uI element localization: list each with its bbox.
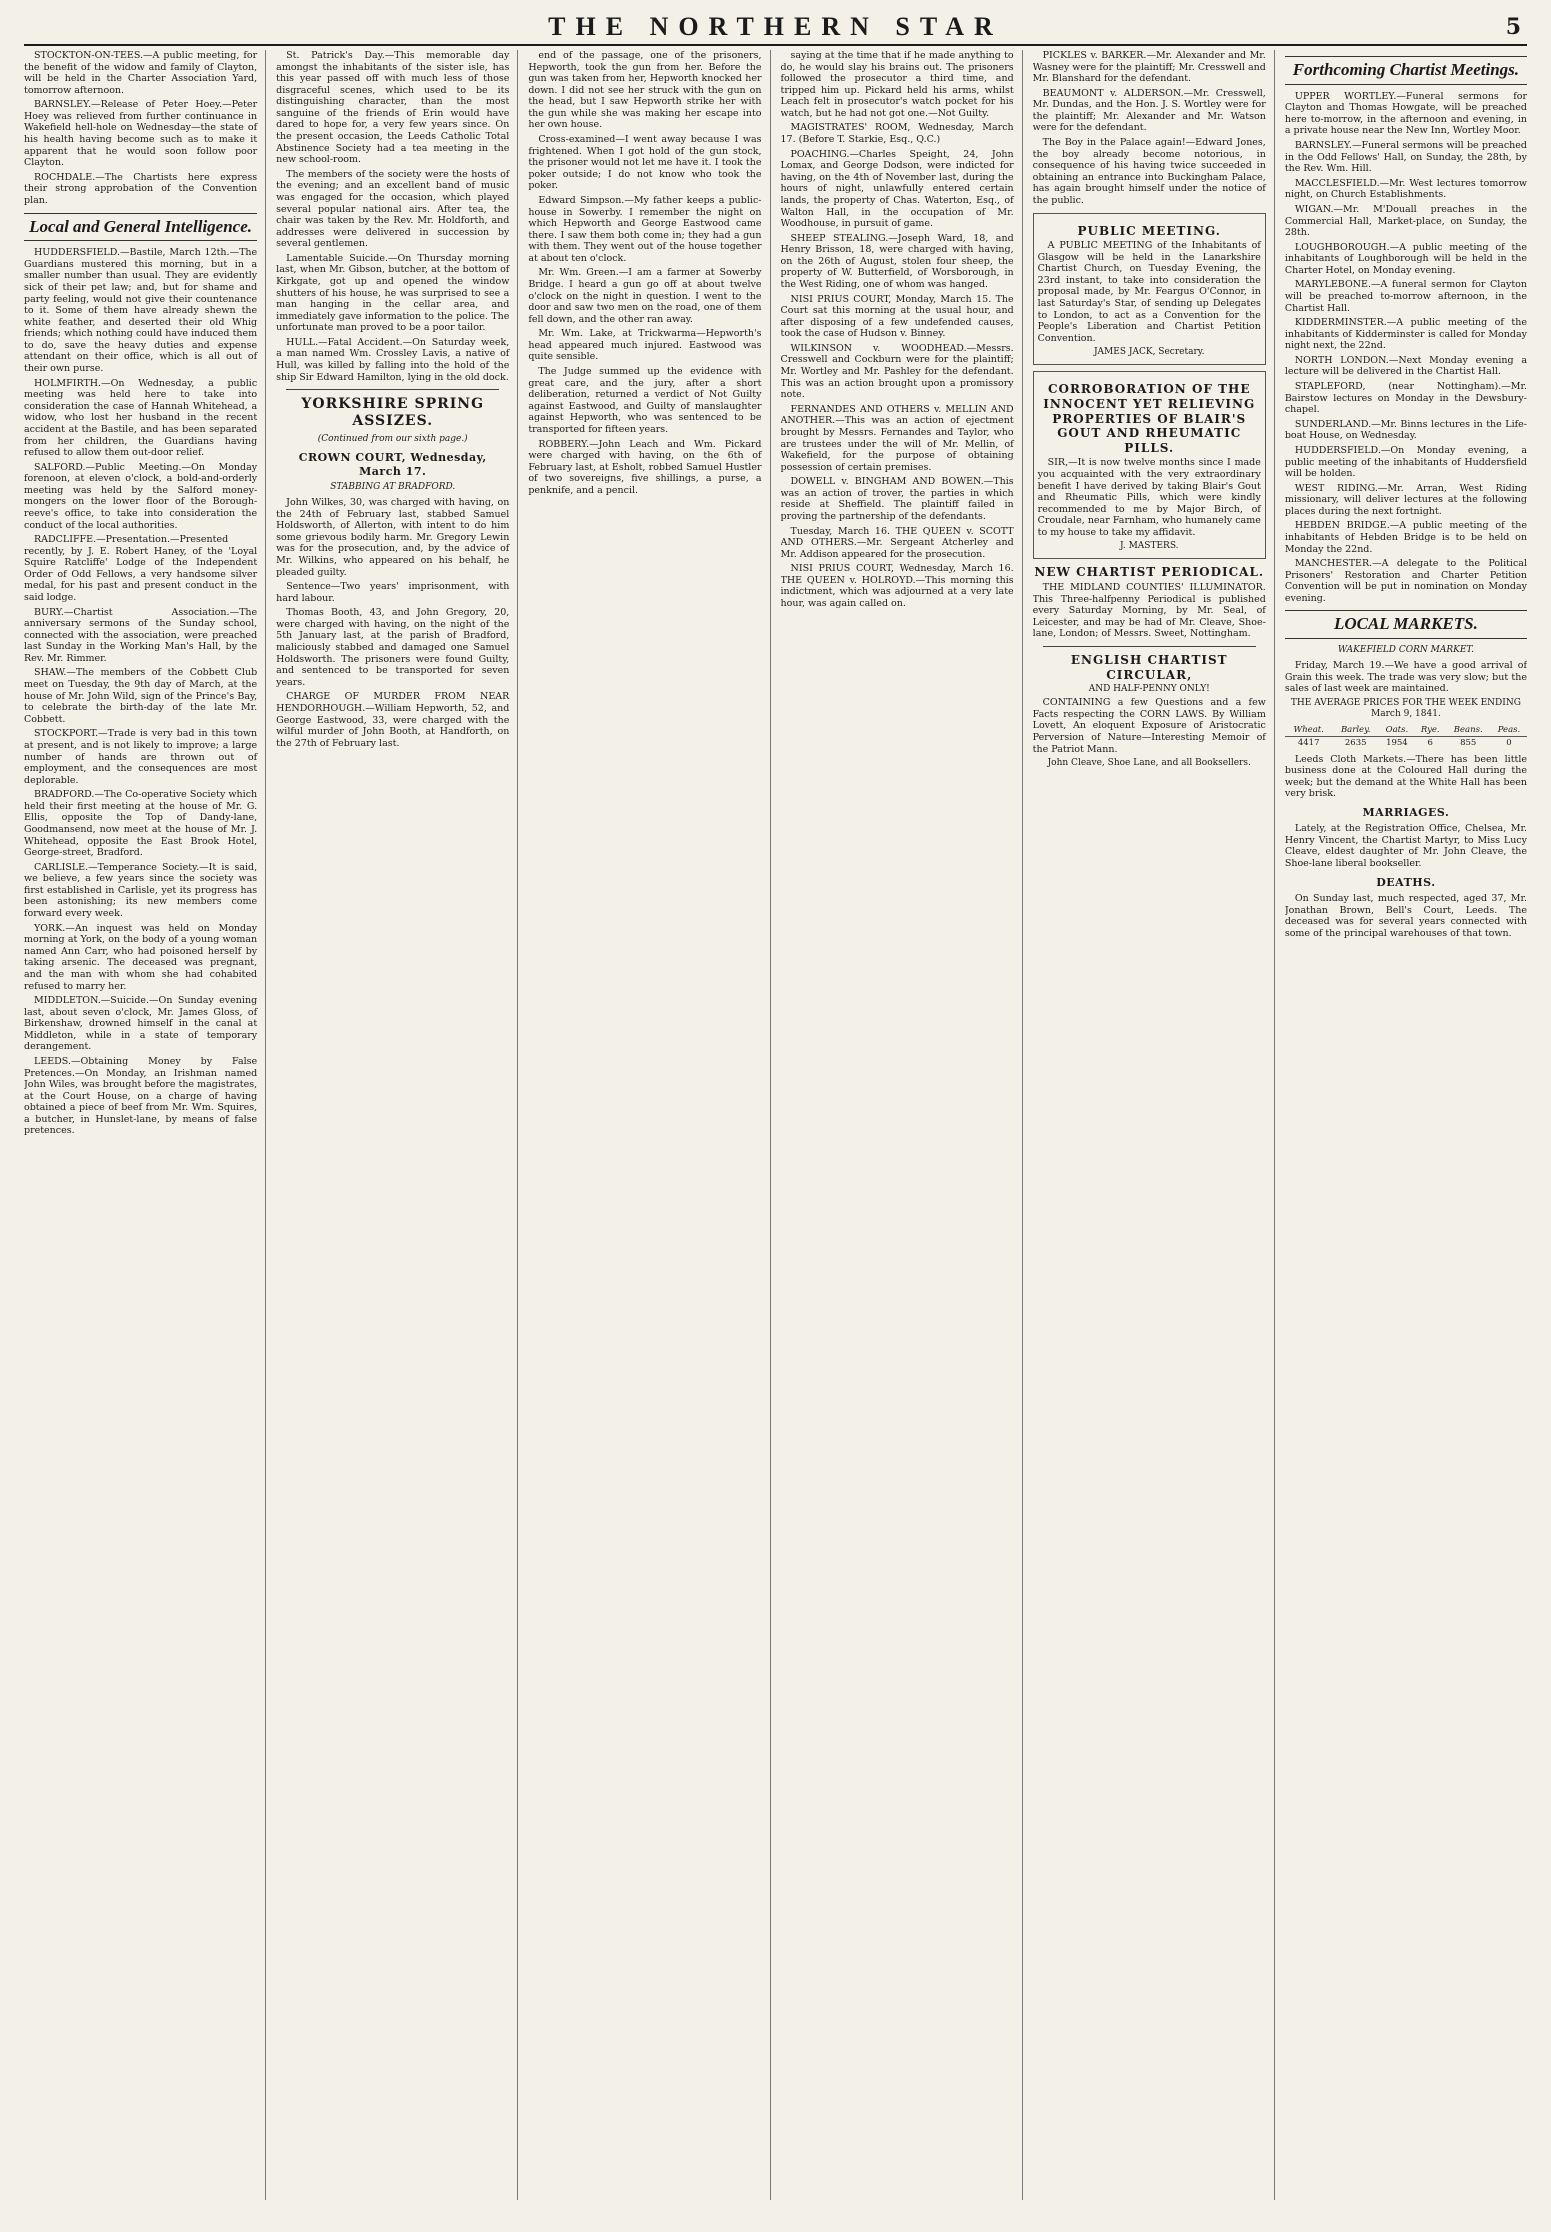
- pills-ad-heading: CORROBORATION OF THE INNOCENT YET RELIEVING PROPERTIES OF BLAIR'S GOUT AND RHEUMATIC PILLS.: [1043, 382, 1256, 455]
- article-paragraph: Tuesday, March 16. THE QUEEN v. SCOTT AND OTHERS.—Mr. Sergeant Atcherley and Mr. Addison appeared for the prosecution.: [780, 525, 1014, 560]
- periodical-heading: NEW CHARTIST PERIODICAL.: [1034, 565, 1265, 580]
- court-paragraph: John Wilkes, 30, was charged with having, on the 24th of February last, stabbed Samuel Holdsworth, of Allerton, with intent to do him some grievous bodily harm. Mr. Gregory Lewin was for the prosecution, and, by the advice of Mr. Wilkins, who appeared on his behalf, he pleaded guilty.: [276, 497, 510, 578]
- column-4: [781, 50, 1023, 2200]
- meeting-item: HEBDEN BRIDGE.—A public meeting of the inhabitants of Hebden Bridge is to be held on Monday the 22nd.: [1284, 520, 1527, 555]
- notice: STOCKTON-ON-TEES.—A public meeting, for the benefit of the widow and family of Clayton, will be held in the Charter Association Yard, tomorrow afternoon.: [24, 50, 258, 96]
- page-number: 5: [1505, 14, 1521, 40]
- price-table: [1285, 724, 1527, 750]
- article-paragraph: FERNANDES AND OTHERS v. MELLIN AND ANOTHER.—This was an action of ejectment brought by Messrs. Fernandes and Taylor, who are trustees under the will of Mr. Mellin, of Wakefield, for the purpose of obtaining possession of certain premises.: [780, 403, 1014, 473]
- article-paragraph: SHAW.—The members of the Cobbett Club meet on Tuesday, the 9th day of March, at the house of Mr. John Wild, sign of the Prince's Bay, to celebrate the birth-day of the late Mr. Cobbett.: [24, 667, 258, 725]
- market-report: Friday, March 19.—We have a good arrival of Grain this week. The trade was very slow; but the sales of last week are maintained.: [1284, 660, 1527, 695]
- meeting-item: MARYLEBONE.—A funeral sermon for Clayton will be preached to-morrow afternoon, in the Chartist Hall.: [1284, 279, 1527, 314]
- price-table-header: [1285, 724, 1527, 737]
- meeting-item: KIDDERMINSTER.—A public meeting of the inhabitants of Kidderminster is called for Monday night next, the 22nd.: [1284, 317, 1527, 352]
- section-title: YORKSHIRE SPRING ASSIZES.: [301, 396, 485, 430]
- article-paragraph: MIDDLETON.—Suicide.—On Sunday evening last, about seven o'clock, Mr. James Gloss, of Birkenshaw, drowned himself in the canal at Middleton, while in a state of temporary derangement.: [24, 995, 258, 1053]
- circular-heading: ENGLISH CHARTIST CIRCULAR,: [1070, 652, 1228, 682]
- section-subtitle: (Continued from our sixth page.): [317, 434, 468, 445]
- meeting-item: WIGAN.—Mr. M'Douall preaches in the Commercial Hall, Market-place, on Sunday, the 28th.: [1284, 203, 1527, 239]
- columns: [24, 50, 1527, 2200]
- article-paragraph: PICKLES v. BARKER.—Mr. Alexander and Mr. Wasney were for the plaintiff; Mr. Cresswell and Mr. Blanshard for the defendant.: [1032, 50, 1266, 85]
- masthead: [24, 10, 1527, 46]
- article-paragraph: St. Patrick's Day.—This memorable day amongst the inhabitants of the sister isle, has this year passed off with much less of those disgraceful scenes, which used to be its distinguishing character, than the most sanguine of the friends of Erin would have dared to hope for, a very few years since. On the present occasion, the Leeds Catholic Total Abstinence Society had a tea meeting in the new school-room.: [276, 50, 510, 166]
- price-col-header: Wheat.: [1285, 724, 1333, 737]
- pills-ad-text: SIR,—It is now twelve months since I made you acquainted with the very extraordinary benefit I have derived by taking Blair's Gout and Rheumatic Pills, which were kindly recommended to me by Major Birch, of Croudale, near Farnham, who humanely came to my house to take my affidavit.: [1037, 457, 1261, 538]
- price-col-header: Beans.: [1446, 724, 1491, 737]
- article-paragraph: YORK.—An inquest was held on Monday morning at York, on the body of a young woman named Ann Carr, who had poisoned herself by taking arsenic. The deceased was pregnant, and the man with whom she had cohabited refused to marry her.: [24, 922, 258, 992]
- price-col-header: Peas.: [1491, 724, 1527, 737]
- column-3: [528, 50, 770, 2200]
- meeting-item: UPPER WORTLEY.—Funeral sermons for Clayton and Thomas Howgate, will be preached here to-morrow, in the afternoon and evening, in a private house near the New Inn, Wortley Moor.: [1284, 90, 1527, 137]
- price-col-header: Rye.: [1415, 724, 1446, 737]
- column-5: [1033, 50, 1275, 2200]
- section-title: Forthcoming Chartist Meetings.: [1285, 56, 1527, 85]
- notice: ROCHDALE.—The Chartists here express their strong approbation of the Convention plan.: [24, 171, 258, 206]
- article-paragraph: SHEEP STEALING.—Joseph Ward, 18, and Henry Brisson, 18, were charged with having, on the 26th of August, stolen four sheep, the property of W. Butterfield, of Worsborough, in the West Riding, one of whom was hanged.: [780, 232, 1014, 290]
- article-paragraph: BEAUMONT v. ALDERSON.—Mr. Cresswell, Mr. Dundas, and the Hon. J. S. Wortley were for the plaintiff; Mr. Alexander and Mr. Watson were for the defendant.: [1032, 87, 1266, 134]
- price-cell: 2635: [1344, 738, 1367, 749]
- circular-text: CONTAINING a few Questions and a few Facts respecting the CORN LAWS. By William Lovett, An eloquent Exposure of Aristocratic Perversion of Nature—Interesting Memoir of the Patriot Mann.: [1032, 697, 1266, 755]
- divider: [286, 389, 499, 390]
- article-paragraph: NISI PRIUS COURT, Wednesday, March 16. THE QUEEN v. HOLROYD.—This morning this indictment, which was adjourned at a very late hour, was again called on.: [780, 563, 1014, 610]
- article-paragraph: HUDDERSFIELD.—Bastile, March 12th.—The Guardians mustered this morning, but in a smaller number than usual. They are evidently sick of their pet law; and, but for shame and party feeling, would not give their countenance to it. Some of them have already shewn the white feather, and deserted their old Whig friends; which nothing could have induced them to do, save the heavy duties and expense attendant on their office, which is all out of their own purse.: [24, 247, 258, 375]
- divider: [1043, 646, 1256, 647]
- meeting-item: HUDDERSFIELD.—On Monday evening, a public meeting of the inhabitants of Huddersfield will be holden.: [1284, 444, 1527, 480]
- public-meeting-text: A PUBLIC MEETING of the Inhabitants of Glasgow will be held in the Lanarkshire Chartist Church, on Tuesday Evening, the 23rd instant, to take into consideration the proposal made, by Mr. Feargus O'Connor, in last Saturday's Star, of sending up Delegates to London, to act as a Convention for the People's Liberation and Chartist Petition Convention.: [1037, 240, 1261, 344]
- prices-heading: THE AVERAGE PRICES FOR THE WEEK ENDING March 9, 1841.: [1290, 697, 1521, 719]
- article-paragraph: The Judge summed up the evidence with great care, and the jury, after a short deliberation, returned a verdict of Not Guilty against Eastwood, and Guilty of manslaughter against Hepworth, who was sentenced to be transported for fifteen years.: [528, 366, 762, 435]
- markets-heading: LOCAL MARKETS.: [1285, 610, 1527, 639]
- meeting-item: MACCLESFIELD.—Mr. West lectures tomorrow night, on Church Establishments.: [1284, 177, 1527, 201]
- article-paragraph: STOCKPORT.—Trade is very bad in this town at present, and is not likely to improve; a large number of hands are thrown out of employment, and the consequences are most deplorable.: [24, 728, 258, 786]
- article-paragraph: The Boy in the Palace again!—Edward Jones, the boy already become notorious, in consequence of his having twice succeeded in obtaining an entrance into Buckingham Palace, has again brought himself under the notice of the public.: [1032, 137, 1266, 206]
- publisher-line: John Cleave, Shoe Lane, and all Booksellers.: [1047, 758, 1251, 769]
- deaths-text: On Sunday last, much respected, aged 37, Mr. Jonathan Brown, Bell's Court, Leeds. The deceased was for several years connected with some of the principal warehouses of that town.: [1284, 892, 1527, 939]
- price-cell: 855: [1460, 738, 1477, 749]
- price-cell: 4417: [1297, 738, 1320, 749]
- article-paragraph: saying at the time that if he made anything to do, he would slay his brains out. The prisoners followed the prosecutor a third time, and tripped him up. Pickard held his arms, whilst Leach felt in prosecutor's watch pocket for his watch, but he had not got one.—Not Guilty.: [780, 50, 1014, 119]
- column-1: [24, 50, 266, 2200]
- article-paragraph: DOWELL v. BINGHAM AND BOWEN.—This was an action of trover, the parties in which reside at Sheffield. The plaintiff failed in proving the partnership of the defendants.: [780, 476, 1014, 522]
- marriages-text: Lately, at the Registration Office, Chelsea, Mr. Henry Vincent, the Chartist Martyr, to Miss Lucy Cleave, eldest daughter of Mr. John Cleave, the Shoe-lane liberal bookseller.: [1284, 823, 1527, 869]
- article-paragraph: BURY.—Chartist Association.—The anniversary sermons of the Sunday school, connected with the association, were preached last Sunday in the Working Man's Hall, by the Rev. Mr. Rimmer.: [24, 606, 258, 664]
- article-paragraph: Cross-examined—I went away because I was frightened. When I got hold of the gun stock, the prisoner would not let me have it. I took the poker outside; I do not know who took the poker.: [528, 134, 762, 192]
- article-paragraph: end of the passage, one of the prisoners, Hepworth, took the gun from her. Before the gun was taken from her, Hepworth knocked her down. I did not see her struck with the gun on the head, but I saw Hepworth strike her with the gun while she was making her escape into her own house.: [528, 50, 762, 131]
- article-paragraph: ROBBERY.—John Leach and Wm. Pickard were charged with having, on the 6th of February last, at Esholt, robbed Samuel Hustler of two sovereigns, five shillings, a purse, a penknife, and a pencil.: [528, 438, 762, 496]
- section-title: Local and General Intelligence.: [24, 213, 257, 242]
- market-report: Leeds Cloth Markets.—There has been little business done at the Coloured Hall during the week; but the demand at the White Hall has been very brisk.: [1284, 753, 1527, 800]
- pills-advertisement: [1033, 371, 1266, 559]
- newspaper-title: THE NORTHERN STAR: [548, 12, 1003, 41]
- meeting-item: STAPLEFORD, (near Nottingham).—Mr. Bairstow lectures on Monday in the Dewsbury-chapel.: [1284, 381, 1527, 416]
- article-paragraph: SALFORD.—Public Meeting.—On Monday forenoon, at eleven o'clock, a bold-and-orderly meeting was held by the Salford money-mongers on the lower floor of the Borough-reeve's office, to take into consideration the conduct of the local authorities.: [24, 461, 258, 531]
- article-paragraph: NISI PRIUS COURT, Monday, March 15. The Court sat this morning at the usual hour, and after disposing of a few undefended causes, took the case of Hudson v. Binney.: [780, 293, 1014, 340]
- price-col-header: Oats.: [1379, 724, 1415, 737]
- article-paragraph: Mr. Wm. Lake, at Trickwarma—Hepworth's head appeared much injured. Eastwood was quite sensible.: [528, 328, 762, 363]
- price-cell: 6: [1427, 738, 1433, 749]
- public-meeting-notice: [1033, 213, 1266, 366]
- court-paragraph: Thomas Booth, 43, and John Gregory, 20, were charged with having, on the night of the 5th January last, at the parish of Bradford, maliciously stabbed and damaged one Samuel Holdsworth. The prisoners were found Guilty, and sentenced to be transported for seven years.: [276, 607, 510, 688]
- article-paragraph: Mr. Wm. Green.—I am a farmer at Sowerby Bridge. I heard a gun go off at about twelve o'clock on the night in question. I went to the door and saw two men on the road, one of them fell down, and the other ran away.: [528, 267, 762, 325]
- price-cell: 0: [1506, 738, 1512, 749]
- article-paragraph: Edward Simpson.—My father keeps a public-house in Sowerby. I remember the night on which Hepworth and George Eastwood came there. I saw them both come in; they had a gun with them. They went out of the house together at about ten o'clock.: [528, 194, 762, 264]
- meeting-item: WEST RIDING.—Mr. Arran, West Riding missionary, will deliver lectures at the following places during the next fortnight.: [1284, 482, 1527, 517]
- public-meeting-signature: JAMES JACK, Secretary.: [1093, 347, 1205, 358]
- article-paragraph: MAGISTRATES' ROOM, Wednesday, March 17. (Before T. Starkie, Esq., Q.C.): [780, 122, 1014, 146]
- public-meeting-heading: PUBLIC MEETING.: [1077, 223, 1221, 238]
- meeting-item: NORTH LONDON.—Next Monday evening a lecture will be delivered in the Chartist Hall.: [1284, 354, 1527, 378]
- column-6: [1285, 50, 1527, 2200]
- meeting-item: SUNDERLAND.—Mr. Binns lectures in the Life-boat House, on Wednesday.: [1284, 418, 1527, 442]
- markets-subheading: WAKEFIELD CORN MARKET.: [1337, 645, 1474, 656]
- article-paragraph: Lamentable Suicide.—On Thursday morning last, when Mr. Gibson, butcher, at the bottom of Kirkgate, got up and opened the window shutters of his house, he was surprised to see a man hanging in the cellar area, and immediately gave information to the police. The unfortunate man proved to be a poor tailor.: [276, 252, 510, 334]
- court-heading: CROWN COURT, Wednesday, March 17.: [298, 451, 487, 478]
- article-paragraph: HOLMFIRTH.—On Wednesday, a public meeting was held here to take into consideration the case of Hannah Whitehead, a widow, who lost her husband in the recent accident at the Bastile, and has been separated from her children, the Guardians having refused to allow them out-door relief.: [24, 377, 258, 459]
- marriages-heading: MARRIAGES.: [1362, 805, 1450, 819]
- court-paragraph: Sentence—Two years' imprisonment, with hard labour.: [276, 581, 510, 604]
- price-cell: 1954: [1386, 738, 1408, 749]
- price-col-header: Barley.: [1333, 724, 1379, 737]
- pills-ad-signature: J. MASTERS.: [1119, 541, 1179, 552]
- price-table-row: [1285, 737, 1527, 750]
- article-paragraph: HULL.—Fatal Accident.—On Saturday week, a man named Wm. Crossley Lavis, a native of Hull, was killed by falling into the hold of the ship Sir Edward Hamilton, lying in the old dock.: [276, 336, 510, 383]
- circular-subheading: AND HALF-PENNY ONLY!: [1088, 684, 1210, 695]
- column-2: [276, 50, 518, 2200]
- article-paragraph: CARLISLE.—Temperance Society.—It is said, we believe, a few years since the society was first established in Carlisle, yet its progress has been astonishing; its new members come forward every week.: [24, 861, 258, 920]
- meeting-item: BARNSLEY.—Funeral sermons will be preached in the Odd Fellows' Hall, on Sunday, the 28th, by the Rev. Wm. Hill.: [1284, 140, 1527, 175]
- article-paragraph: WILKINSON v. WOODHEAD.—Messrs. Cresswell and Cockburn were for the plaintiff; Mr. Wortley and Mr. Pashley for the defendant. This was an action brought upon a promissory note.: [780, 342, 1014, 401]
- notice: BARNSLEY.—Release of Peter Hoey.—Peter Hoey was relieved from further continuance in Wakefield hell-hole on Wednesday—the state of his health having become such as to make it apparent that he would soon follow poor Clayton.: [24, 99, 258, 169]
- court-subheading: STABBING AT BRADFORD.: [330, 482, 456, 493]
- article-paragraph: LEEDS.—Obtaining Money by False Pretences.—On Monday, an Irishman named John Wiles, was brought before the magistrates, at the Court House, on a charge of having obtained a piece of beef from Mr. Wm. Squires, a butcher, in Hunslet-lane, by means of false pretences.: [24, 1055, 258, 1137]
- article-paragraph: RADCLIFFE.—Presentation.—Presented recently, by J. E. Robert Haney, of the 'Loyal Squire Ratcliffe' Lodge of the Independent Order of Odd Fellows, a very handsome silver medal, for his past and present conduct in the said lodge.: [24, 534, 258, 604]
- article-paragraph: The members of the society were the hosts of the evening; and an excellent band of music was engaged for the occasion, which played several popular national airs. After tea, the chair was taken by the Rev. Mr. Holdforth, and addresses were delivered in succession by several gentlemen.: [276, 168, 510, 250]
- article-paragraph: POACHING.—Charles Speight, 24, John Lomax, and George Dodson, were indicted for having, on the 4th of November last, during the hours of night, unlawfully entered certain lands, the property of Chas. Waterton, Esq., of Walton Hall, in the occupation of Mr. Woodhouse, in pursuit of game.: [780, 148, 1014, 230]
- periodical-text: THE MIDLAND COUNTIES' ILLUMINATOR. This Three-halfpenny Periodical is published every Saturday Morning, by Mr. Seal, of Leicester, and may be had of Mr. Cleave, Shoe-lane, London; of Messrs. Sweet, Nottingham.: [1032, 582, 1266, 640]
- meeting-item: MANCHESTER.—A delegate to the Political Prisoners' Restoration and Charter Petition Convention will be put in nomination on Monday evening.: [1284, 558, 1527, 604]
- meeting-item: LOUGHBOROUGH.—A public meeting of the inhabitants of Loughborough will be held in the Charter Hotel, on Monday evening.: [1284, 241, 1527, 276]
- court-paragraph: CHARGE OF MURDER FROM NEAR HENDORHOUGH.—William Hepworth, 52, and George Eastwood, 33, were charged with the wilful murder of John Booth, at Handforth, on the 27th of February last.: [276, 691, 510, 749]
- deaths-heading: DEATHS.: [1376, 875, 1436, 889]
- article-paragraph: BRADFORD.—The Co-operative Society which held their first meeting at the house of Mr. G. Ellis, opposite the Top of Dandy-lane, Goodmansend, now meet at the house of Mr. J. Whitehead, opposite the East Brook Hotel, George-street, Bradford.: [24, 789, 258, 859]
